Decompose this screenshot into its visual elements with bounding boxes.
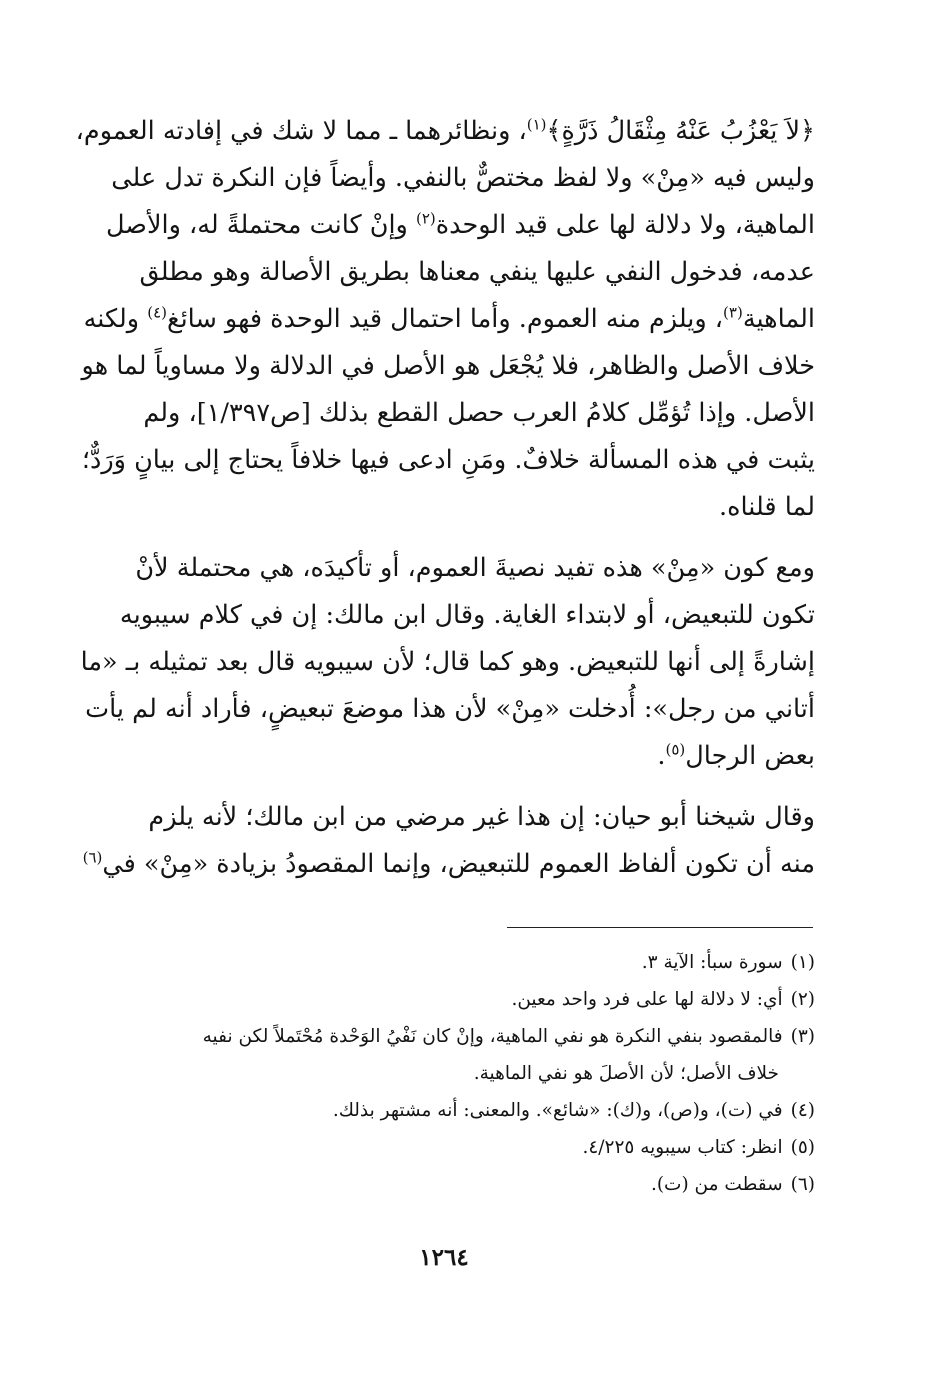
- text-line: ومع كون «مِنْ» هذه تفيد نصيةَ العموم، أو تأكيدَه، هي محتملة لأنْ: [135, 553, 815, 583]
- text-line: تكون للتبعيض، أو لابتداء الغاية. وقال ابن مالك: إن في كلام سيبويه: [119, 600, 815, 630]
- footnote-3-continuation: خلاف الأصل؛ لأن الأصلَ هو نفي الماهية.: [473, 1063, 779, 1084]
- text-line: وقال شيخنا أبو حيان: إن هذا غير مرضي من ابن مالك؛ لأنه يلزم: [148, 802, 815, 832]
- text-line: الماهية$^{(٣)}$، ويلزم منه العموم. وأما احتمال قيد الوحدة فهو سائغ$^{(٤)}$ ولكنه: [83, 303, 815, 334]
- footnote-number: (٢): [790, 989, 815, 1010]
- footnote-marker[interactable]: (٥): [665, 740, 686, 759]
- text-line: الماهية، ولا دلالة لها على قيد الوحدة$^{(٢)}$ وإنْ كانت محتملةً له، والأصل: [106, 209, 815, 240]
- footnote-number: (١): [790, 952, 815, 973]
- main-text: [75, 108, 815, 888]
- footnotes: [115, 944, 815, 1203]
- text-line: وليس فيه «مِنْ» ولا لفظ مختصٌّ بالنفي. وأيضاً فإن النكرة تدل على: [111, 163, 815, 193]
- text-line: عدمه، فدخول النفي عليها ينفي معناها بطريق الأصالة وهو مطلق: [139, 257, 815, 287]
- footnote-separator: [507, 927, 813, 928]
- footnote-5: (٥)انظر: كتاب سيبويه ٤/٢٢٥.: [115, 1129, 815, 1166]
- footnote-number: (٥): [790, 1137, 815, 1158]
- text-line: يثبت في هذه المسألة خلافٌ. ومَنِ ادعى فيها خلافاً يحتاج إلى بيانٍ وَرَدٌّ؛: [81, 445, 815, 475]
- footnote-marker[interactable]: (١): [526, 115, 547, 134]
- paragraph-1: [75, 108, 815, 531]
- footnote-number: (٣): [790, 1026, 815, 1047]
- page-number: ١٢٦٤: [419, 1244, 469, 1271]
- footnote-1: (١)سورة سبأ: الآية ٣.: [115, 944, 815, 981]
- text-line: خلاف الأصل والظاهر، فلا يُجْعَل هو الأصل في الدلالة ولا مساوياً لما هو: [81, 351, 815, 381]
- paragraph-2: [80, 545, 815, 780]
- text-line: لما قلناه.: [719, 492, 815, 522]
- footnote-number: (٤): [790, 1100, 815, 1121]
- footnote-marker[interactable]: (٢): [415, 209, 436, 228]
- text-line: ﴿لاَ يَعْزُبُ عَنْهُ مِثْقَالُ ذَرَّةٍ﴾$^{(١)}$، ونظائرهما ـ مما لا شك في إفادته العموم،: [75, 115, 815, 146]
- footnote-marker[interactable]: (٦): [82, 848, 103, 867]
- footnote-2: (٢)أي: لا دلالة لها على فرد واحد معين.: [115, 981, 815, 1018]
- text-line: إشارةً إلى أنها للتبعيض. وهو كما قال؛ لأن سيبويه قال بعد تمثيله بـ «ما: [80, 647, 815, 677]
- text-line: بعض الرجال$^{(٥)}$.: [657, 740, 815, 771]
- footnote-marker[interactable]: (٤): [147, 303, 167, 322]
- text-line: منه أن تكون ألفاظ العموم للتبعيض، وإنما المقصودُ بزيادة «مِنْ» في$^{(٦)}$: [82, 848, 815, 879]
- paragraph-3: [82, 794, 815, 888]
- footnote-number: (٦): [790, 1174, 815, 1195]
- footnote-3: (٣)فالمقصود بنفي النكرة هو نفي الماهية، وإنْ كان نَفْيُ الوَحْدة مُحْتَملاً لكن نفيه: [115, 1018, 815, 1055]
- footnote-marker[interactable]: (٣): [723, 303, 743, 322]
- text-line: أتاني من رجل»: أُدخلت «مِنْ» لأن هذا موضعَ تبعيضٍ، فأراد أنه لم يأت: [85, 694, 815, 724]
- footnote-6: (٦)سقطت من (ت).: [115, 1166, 815, 1203]
- text-line: الأصل. وإذا تُؤمِّل كلامُ العرب حصل القطع بذلك [ص١/٣٩٧]، ولم: [143, 398, 815, 428]
- footnote-4: (٤)في (ت)، و(ص)، و(ك): «شائع». والمعنى: أنه مشتهر بذلك.: [115, 1092, 815, 1129]
